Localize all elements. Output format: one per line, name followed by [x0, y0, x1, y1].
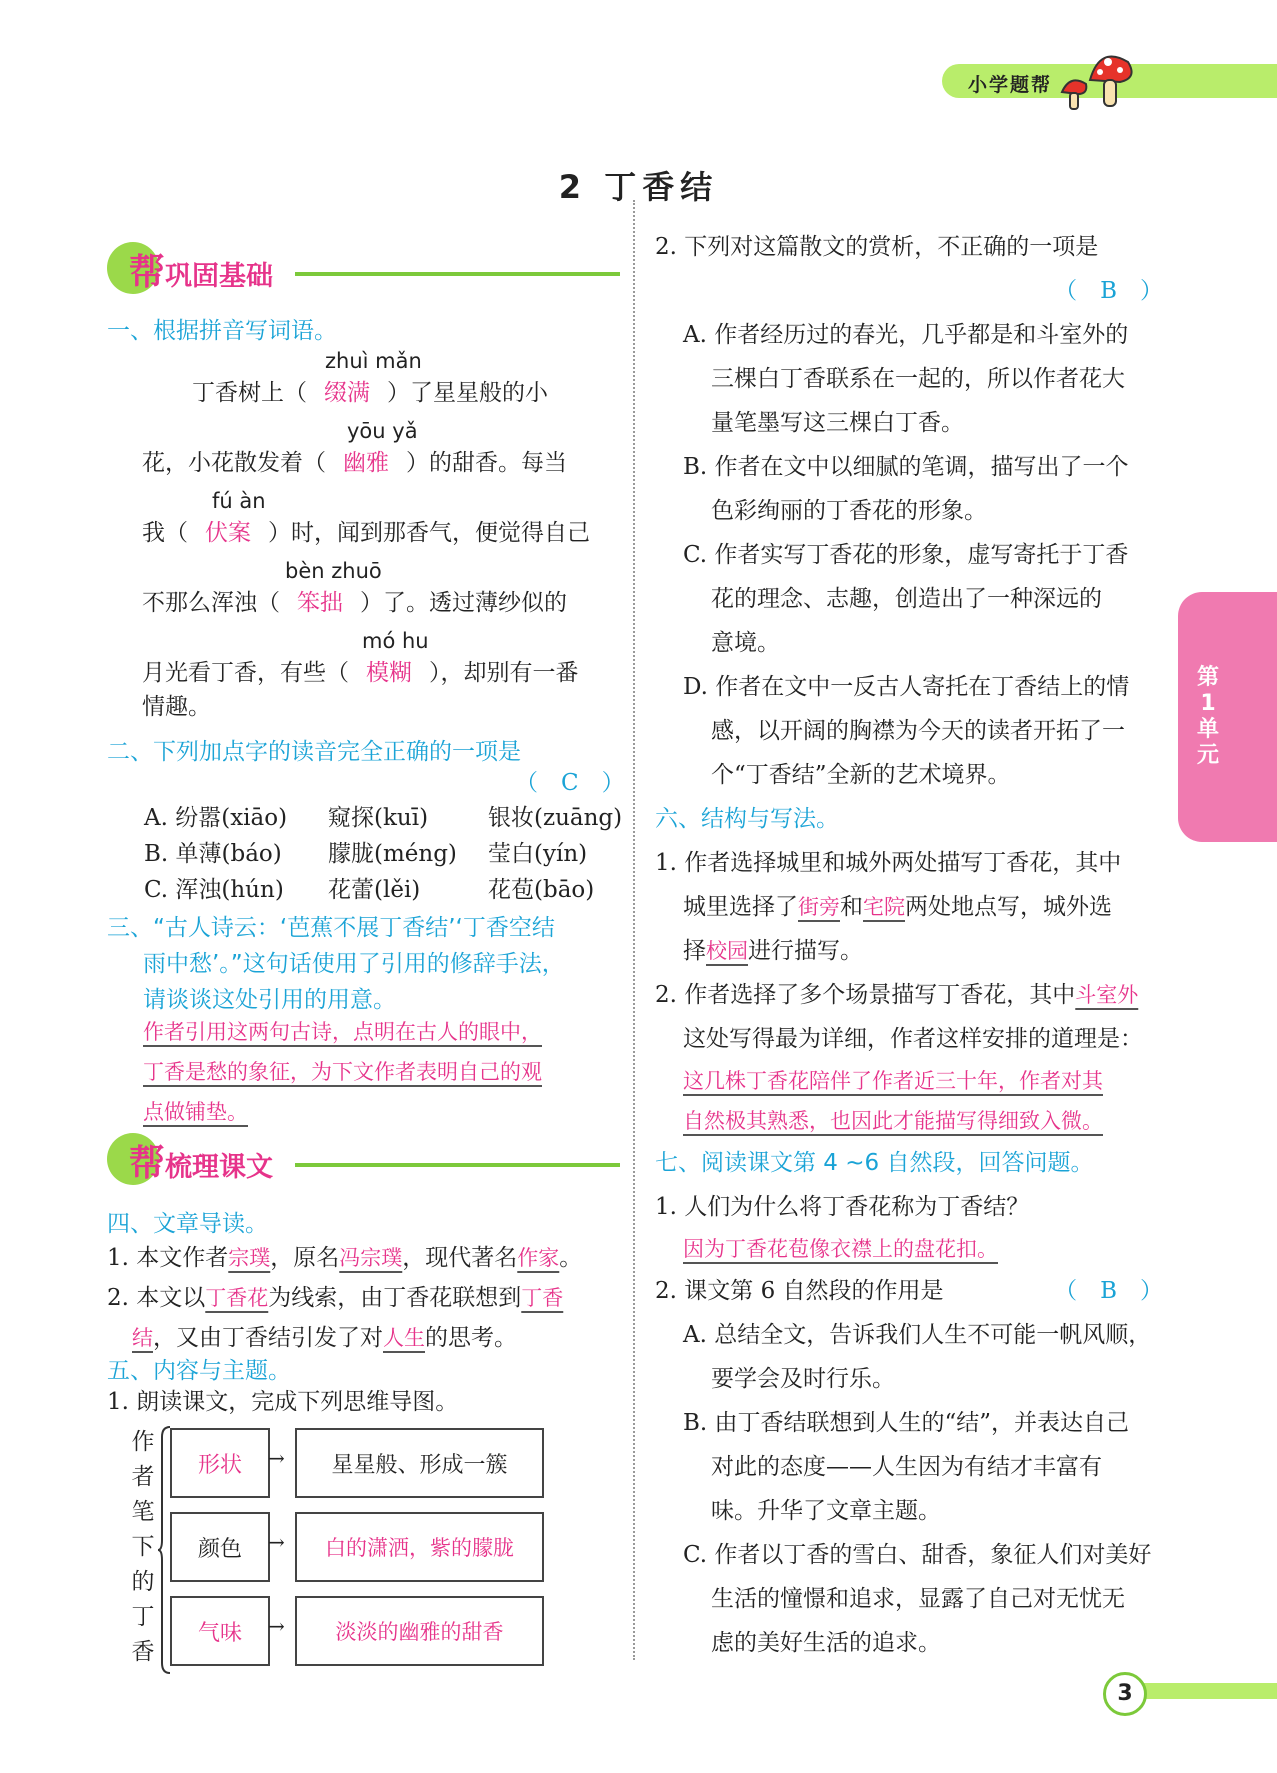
q1-heading: 一、根据拼音写词语。 [107, 318, 337, 344]
column-divider [633, 200, 635, 1660]
arrow-icon: → [268, 1530, 285, 1554]
mushroom-logo-icon [1060, 40, 1140, 115]
r-q7-option-c: C. 作者以丁香的雪白、甜香，象征人们对美好 生活的憧憬和追求，显露了自己对无忧无 虑的美好生活的追求。 [683, 1542, 1152, 1656]
r-q7-heading: 七、阅读课文第 4 ~6 自然段，回答问题。 [655, 1150, 1094, 1176]
arrow-icon: → [268, 1614, 285, 1638]
q5-instruction: 1. 朗读课文，完成下列思维导图。 [107, 1389, 459, 1415]
q3-heading: 三、“古人诗云：‘芭蕉不展丁香结’‘丁香空结 雨中愁’。”这句话使用了引用的修辞手法， 请谈谈这处引用的用意。 [107, 915, 565, 1013]
q5-heading: 五、内容与主题。 [107, 1358, 291, 1384]
option-row-a: A. 纷嚣(xiāo) 窥探(kuī) 银妆(zuāng) [144, 805, 623, 831]
unit-label: 第 1 单 元 [1196, 665, 1219, 768]
mindmap-key-shape: 形状 [170, 1428, 270, 1498]
r-q7-option-b: B. 由丁香结联想到人生的“结”，并表达自己 对此的态度——人生因为有结才丰富有 味。升华了文章主题。 [683, 1410, 1130, 1524]
mindmap-value-smell: 淡淡的幽雅的甜香 [295, 1596, 544, 1666]
mindmap-key-color: 颜色 [170, 1512, 270, 1582]
page-number: 3 [1103, 1672, 1147, 1716]
mindmap-root: 作 者 笔 下 的 丁 香 [131, 1429, 155, 1665]
q2-answer: （ C ） [515, 770, 625, 796]
mindmap-key-smell: 气味 [170, 1596, 270, 1666]
q4-body: 1. 本文作者宗璞，原名冯宗璞，现代著名作家。 2. 本文以丁香花为线索，由丁香花联想到丁香 结，又由丁香结引发了对人生的思考。 [107, 1245, 583, 1351]
q3-answer: 作者引用这两句古诗，点明在古人的眼中， 丁香是愁的象征，为下文作者表明自己的观 点做铺垫。 [143, 1020, 542, 1124]
q4-heading: 四、文章导读。 [107, 1211, 268, 1237]
page-number-bar [1128, 1683, 1277, 1699]
q2-options [144, 802, 622, 910]
section-banner-review: 帮 梳理课文 [107, 1133, 627, 1193]
option-row-b: B. 单薄(báo) 朦胧(méng) 莹白(yín) [144, 841, 588, 867]
r-q2-option-a: A. 作者经历过的春光，几乎都是和斗室外的 三棵白丁香联系在一起的，所以作者花大 量笔墨写这三棵白丁香。 [683, 322, 1129, 436]
mindmap-value-color: 白的潇洒，紫的朦胧 [295, 1512, 544, 1582]
q2-heading: 二、下列加点字的读音完全正确的一项是 [107, 739, 521, 765]
option-row-c: C. 浑浊(hún) 花蕾(lěi) 花苞(bāo) [144, 877, 595, 903]
page-title: 2 丁香结 [558, 168, 719, 206]
r-q2-option-b: B. 作者在文中以细腻的笔调，描写出了一个 色彩绚丽的丁香花的形象。 [683, 454, 1129, 524]
r-q7-option-a: A. 总结全文，告诉我们人生不可能一帆风顺， 要学会及时行乐。 [683, 1322, 1152, 1392]
r-q2-option-d: D. 作者在文中一反古人寄托在丁香结上的情 感，以开阔的胸襟为今天的读者开拓了一 个“丁香结”全新的艺术境界。 [683, 674, 1130, 788]
r-q2-answer: （ B ） [1054, 278, 1163, 304]
r-q2-stem: 2. 下列对这篇散文的赏析，不正确的一项是 [655, 234, 1099, 260]
mindmap-value-shape: 星星般、形成一簇 [295, 1428, 544, 1498]
arrow-icon: → [268, 1446, 285, 1470]
section-banner-basics: 帮 巩固基础 [107, 242, 627, 302]
r-q2-option-c: C. 作者实写丁香花的形象，虚写寄托于丁香 花的理念、志趣，创造出了一种深远的 意境。 [683, 542, 1129, 656]
right-column: 2. 下列对这篇散文的赏析，不正确的一项是 （ B ） A. 作者经历过的春光，几乎都是和斗室外的 三棵白丁香联系在一起的，所以作者花大 量笔墨写这三棵白丁香。 B. 作者在文中以细腻的笔调，描写出了一个 色彩绚丽的丁香花的形象。 C. 作者实写丁香花的形象，虚写寄托于丁香 花的理念、志趣，创造出了一种深远的 意境。 D. 作者在文中一反古人寄托在丁香结上的情 感，以开阔的胸襟为今天的读者开拓了一 个“丁香结”全新的艺术境界。 六、结构与写法。 1. 作者选择城里和城外两处描写丁香花，其中 城里选择了街旁和宅院两处地点写，城外选 择校园进行描写。 2. 作者选择了多个场景描写丁香花，其中斗室外 这处写得最为详细，作者这样安排的道理是： 这几株丁香花陪伴了作者近三十年，作者对其 自然极其熟悉，也因此才能描写得细致入微。 七、阅读课文第 4 ~6 自然段，回答问题。 1. 人们为什么将丁香花称为丁香结？ 因为丁香花苞像衣襟上的盘花扣。 2. 课文第 6 自然段的作用是 （ B ） A. 总结全文，告诉我们人生不可能一帆风顺， 要学会及时行乐。 B. 由丁香结联想到人生的“结”，并表达自己 对此的态度——人生因为有结才丰富有 味。升华了文章主题。 C. 作者以丁香的雪白、甜香，象征人们对美好 生活的憧憬和追求，显露了自己对无忧无 虑的美好生活的追求。 [655, 225, 1175, 1665]
brand-name: 小学题帮 [968, 74, 1053, 96]
r-q6-heading: 六、结构与写法。 [655, 806, 839, 832]
